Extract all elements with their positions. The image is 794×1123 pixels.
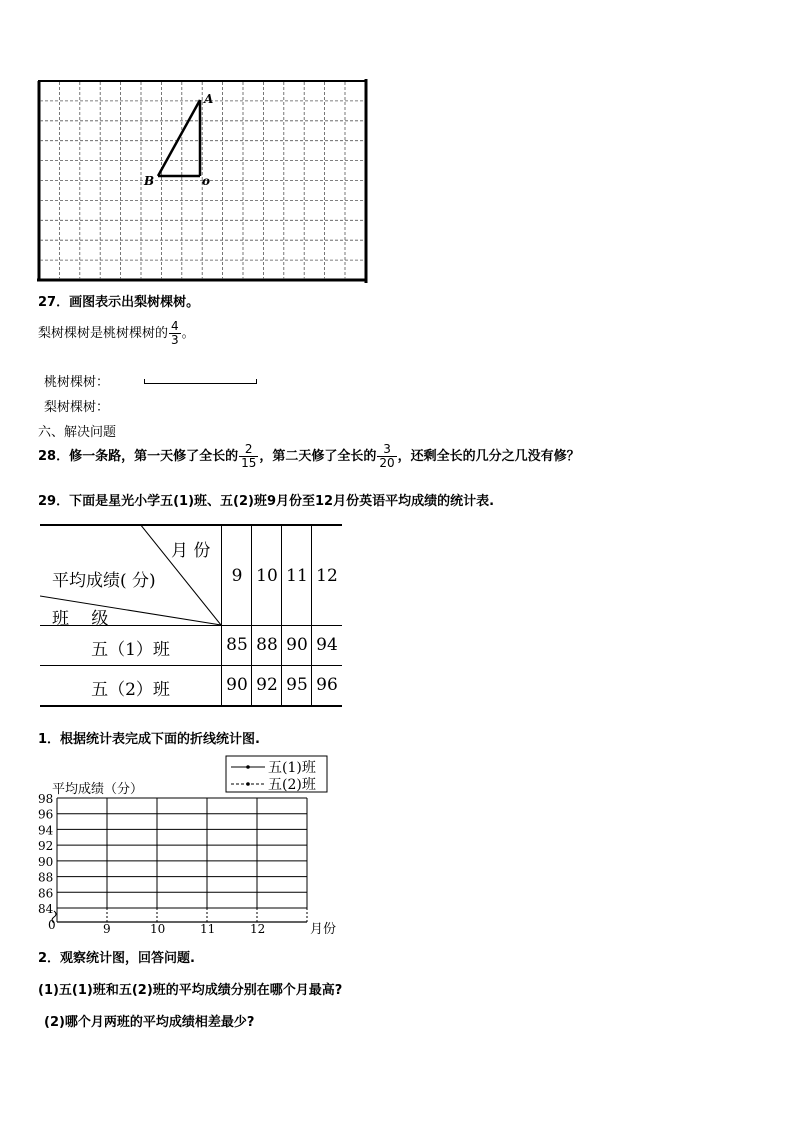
pear-label: 梨树棵树： (44, 400, 110, 415)
q28-frac1-num: 2 (244, 442, 253, 456)
x-tick-label: 12 (250, 922, 266, 936)
q28-part1: 28．修一条路，第一天修了全长的 (38, 449, 239, 464)
y-tick-label: 88 (38, 870, 54, 885)
q28-frac2-den: 20 (379, 456, 395, 470)
q28-part2: ，第二天修了全长的 (259, 449, 377, 464)
q27-line1 (38, 320, 195, 347)
header-class: 班 级 (52, 609, 109, 629)
q28-part3: ，还剩全长的几分之几没有修？ (397, 449, 580, 464)
header-score: 平均成绩( 分) (52, 571, 156, 591)
line-chart (34, 754, 344, 940)
q27-text-before: 梨树棵树是桃树棵树的 (38, 326, 169, 341)
x-tick-label: 9 (103, 922, 111, 936)
q27-numerator: 4 (171, 319, 179, 333)
grid-figure (36, 78, 369, 284)
q28-frac1-den: 15 (241, 456, 257, 470)
label-o: o (202, 174, 211, 188)
header-month: 月 份 (171, 541, 211, 561)
x-axis-label: 月份 (310, 922, 337, 937)
row1-value-10: 88 (256, 635, 278, 655)
y-axis-label: 平均成绩（分） (52, 782, 144, 797)
q28-frac2-num: 3 (383, 442, 391, 456)
x-tick-label: 11 (200, 922, 216, 936)
row1-value-12: 94 (316, 635, 338, 655)
q28-text (38, 443, 580, 470)
row2-value-10: 92 (256, 675, 278, 695)
row1-value-9: 85 (226, 635, 248, 655)
label-a: A (204, 92, 214, 106)
y-tick-label: 92 (38, 839, 54, 854)
month-10: 10 (256, 566, 278, 586)
sub2-title: 2．观察统计图，回答问题. (38, 951, 195, 966)
peach-line-segment (144, 379, 257, 384)
question-1: (1)五(1)班和五(2)班的平均成绩分别在哪个月最高? (38, 983, 343, 998)
row1-label: 五（1）班 (91, 640, 170, 660)
x-tick-label: 10 (150, 922, 166, 936)
month-11: 11 (286, 566, 308, 586)
q27-text-after: 。 (181, 326, 195, 341)
q27-fraction (169, 320, 181, 347)
question-2: (2)哪个月两班的平均成绩相差最少? (44, 1015, 255, 1030)
row2-label: 五（2）班 (91, 680, 170, 700)
sub1-title: 1．根据统计表完成下面的折线统计图. (38, 732, 260, 747)
y-tick-label: 98 (38, 792, 54, 806)
q28-fraction-2 (377, 443, 396, 470)
y-tick-label: 0 (48, 918, 56, 932)
y-tick-label: 96 (38, 807, 54, 822)
month-12: 12 (316, 566, 338, 586)
q27-title: 27．画图表示出梨树棵树。 (38, 295, 200, 310)
q29-title: 29．下面是星光小学五(1)班、五(2)班9月份至12月份英语平均成绩的统计表. (38, 494, 495, 509)
label-b: B (144, 174, 155, 188)
row2-value-11: 95 (286, 675, 308, 695)
legend-label-2: 五(2)班 (268, 777, 316, 793)
legend-dashed-marker (246, 782, 250, 786)
row1-value-11: 90 (286, 635, 308, 655)
legend-solid-marker (246, 765, 250, 769)
row2-value-9: 90 (226, 675, 248, 695)
y-tick-label: 94 (38, 823, 54, 838)
month-9: 9 (231, 566, 243, 586)
section-title: 六、解决问题 (38, 425, 117, 440)
q28-fraction-1 (239, 443, 258, 470)
y-tick-label: 90 (38, 854, 54, 869)
q27-denominator: 3 (171, 333, 179, 347)
stats-table-container (40, 524, 342, 707)
row2-value-12: 96 (316, 675, 338, 695)
y-tick-label: 86 (38, 886, 54, 901)
peach-label: 桃树棵树： (44, 375, 110, 390)
y-tick-label: 84 (38, 902, 54, 916)
legend-label-1: 五(1)班 (268, 760, 316, 776)
